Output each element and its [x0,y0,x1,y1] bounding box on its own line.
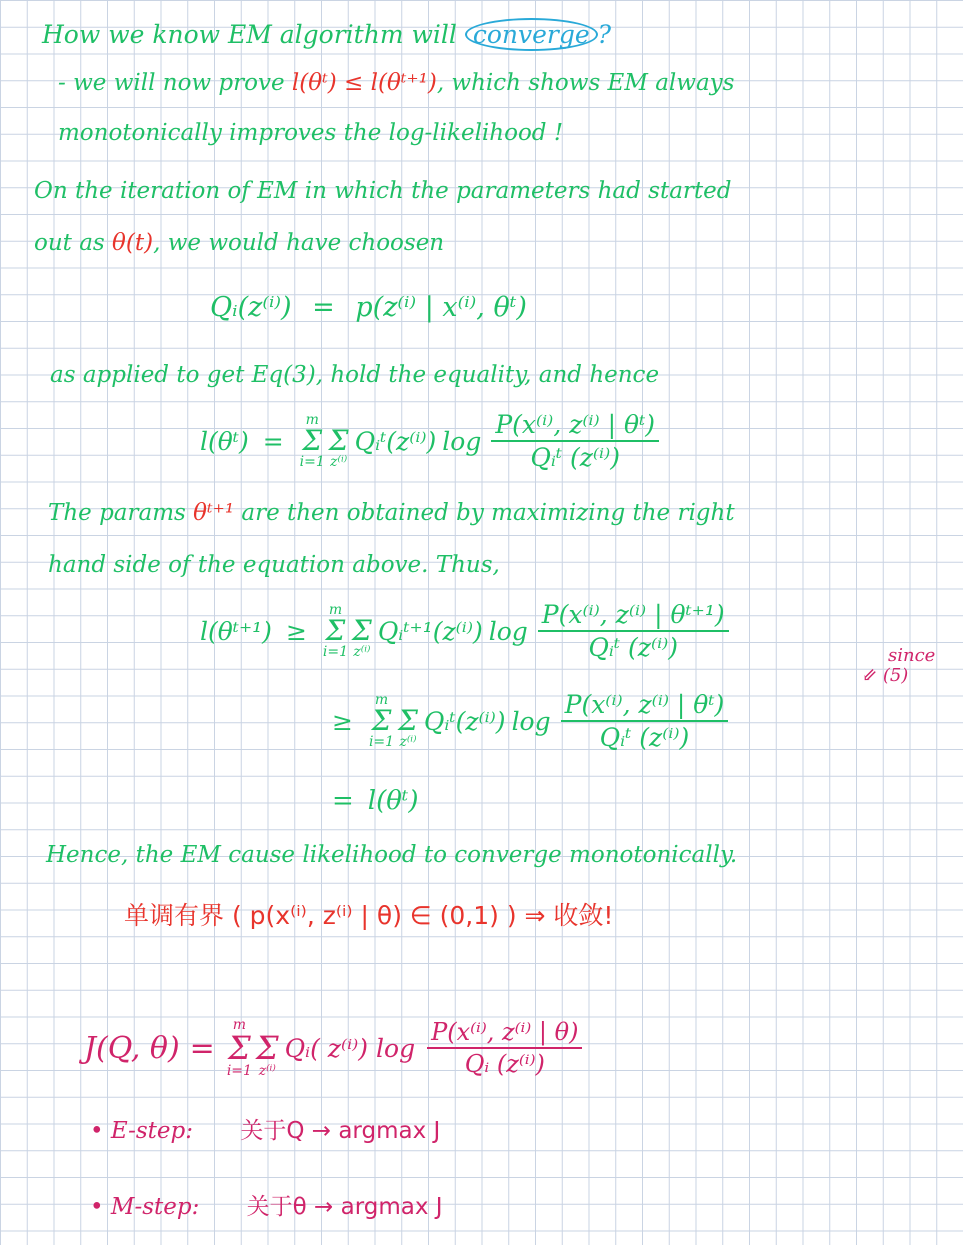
e-step-label: E-step: [110,1118,194,1144]
sum-upper: m [305,412,319,428]
sum-lower: i=1 [299,454,325,470]
chain-numerator-2: P(x⁽ⁱ⁾, z⁽ⁱ⁾ | θᵗ) [561,690,729,722]
eq-lt-q: Qᵢᵗ(z⁽ⁱ⁾) [354,426,437,456]
j-definition [84,1018,586,1078]
chain-sum-lower-2: i=1 [368,734,395,750]
since-label: since [888,645,936,666]
prove-suffix: , which shows EM always [436,70,735,96]
eq-lt-equals: = [262,426,284,456]
since-ref [862,666,935,686]
chain-row-1 [200,600,733,662]
chain-outer-sum-2 [369,693,394,749]
chain-row-2 [332,690,732,752]
chain-inner-sum-2 [398,693,418,749]
q-lhs: Qᵢ(z⁽ⁱ⁾) [210,292,292,323]
chain-sum-lower-1: i=1 [322,644,349,660]
j-denominator: Qᵢ (z⁽ⁱ⁾) [464,1050,545,1078]
eq-lt-fraction [491,410,659,472]
q-equals: = [312,292,335,323]
chain-log-2: log [511,706,551,736]
chain-denominator-1: Qᵢᵗ (z⁽ⁱ⁾) [588,633,679,662]
chain-sum-upper-2: m [374,692,389,708]
chinese-conclusion: 单调有界 ( p(x⁽ⁱ⁾, z⁽ⁱ⁾ | θ) ∈ (0,1) ) ⇒ 收敛! [124,901,614,930]
chain-outer-sum-1 [323,603,348,659]
m-step-item [90,1188,443,1221]
em-question [42,20,611,49]
inner-sum-lower: z⁽ⁱ⁾ [330,454,348,470]
j-outer-sum [227,1018,252,1078]
chain-fraction-2 [561,690,729,752]
bullet-icon: • [90,1118,111,1144]
theta-t: θ(t) [112,230,154,256]
chain-geq-1: ≥ [285,616,307,646]
j-sum-upper: m [232,1017,247,1033]
prove-prefix: - we will now prove [58,70,292,96]
since-annotation [862,646,935,686]
chain-q-1: Qᵢᵗ⁺¹(z⁽ⁱ⁾) [377,616,483,646]
j-inner-sum [256,1018,279,1078]
applied-line [50,362,659,388]
chain-inner-lower-1: z⁽ⁱ⁾ [353,644,371,660]
iteration-choosen: , we would have choosen [153,230,445,256]
m-step-rule: 关于θ → argmax J [246,1194,443,1220]
chain-rhs-3: l(θᵗ) [367,786,419,816]
conclusion-line: Hence, the EM cause likelihood to converge monotonically. [46,842,738,868]
chain-q-2: Qᵢᵗ(z⁽ⁱ⁾) [423,706,506,736]
chain-equals-3: = [332,786,354,816]
chain-sum-upper-1: m [328,602,343,618]
chain-log-1: log [488,616,528,646]
eq-lt-log: log [442,426,482,456]
chain-denominator-2: Qᵢᵗ (z⁽ⁱ⁾) [599,723,690,752]
e-step-rule: 关于Q → argmax J [240,1118,441,1144]
iteration-line-1: On the iteration of EM in which the parameters had started [34,178,732,204]
j-q: Qᵢ( z⁽ⁱ⁾) [284,1033,369,1063]
params-line-2: hand side of the equation above. Thus, [48,552,500,578]
question-mark: ? [597,20,612,49]
chain-row-3 [332,786,418,816]
j-sum-lower: i=1 [226,1063,252,1079]
chain-inner-sum-1 [352,603,372,659]
question-text: How we know EM algorithm will [42,20,465,49]
iteration-line-2 [34,230,444,256]
m-step-label: M-step: [110,1194,200,1220]
eq-lt-numerator: P(x⁽ⁱ⁾, z⁽ⁱ⁾ | θᵗ) [491,410,659,442]
prove-line [58,70,734,96]
chain-numerator-1: P(x⁽ⁱ⁾, z⁽ⁱ⁾ | θᵗ⁺¹) [538,600,729,632]
prove-inequality: l(θᵗ) ≤ l(θᵗ⁺¹) [291,70,437,96]
j-numerator: P(x⁽ⁱ⁾, z⁽ⁱ⁾ | θ) [427,1018,582,1049]
q-definition [210,292,527,323]
eq-lt-lhs: l(θᵗ) [200,426,249,456]
chain-geq-2: ≥ [332,706,353,736]
j-inner-sigma: Σ [255,1029,279,1067]
monotone-line: monotonically improves the log-likelihood ! [58,120,564,146]
j-equals: = [189,1030,215,1066]
sigma-symbol: Σ [302,424,323,457]
eq-lt-denominator: Qᵢᵗ (z⁽ⁱ⁾) [530,443,620,472]
chain-lhs: l(θᵗ⁺¹) [200,616,272,646]
e-step-item [90,1112,440,1145]
j-fraction [427,1018,582,1078]
inner-sum [329,413,349,469]
chain-sigma-2: Σ [371,704,392,737]
theta-t-plus-1: θᵗ⁺¹ [193,500,235,526]
params-line-1 [48,500,735,526]
chain-inner-sigma-2: Σ [398,704,418,737]
inner-sigma: Σ [328,424,349,457]
applied-post: hold the equality, and hence [330,362,660,388]
since-ref-number: (5) [882,664,909,686]
chain-inner-sigma-1: Σ [352,614,372,647]
j-inner-lower: z⁽ⁱ⁾ [258,1063,276,1079]
iteration-out-as: out as [34,230,113,256]
q-rhs: p(z⁽ⁱ⁾ | x⁽ⁱ⁾, θᵗ) [355,292,527,323]
circled-converge: converge [465,18,598,51]
params-pre: The params [48,500,194,526]
applied-pre: as applied to get Eq(3), [50,362,331,388]
bullet-icon: • [90,1194,111,1220]
chain-sigma-1: Σ [325,614,346,647]
chain-inner-lower-2: z⁽ⁱ⁾ [399,734,417,750]
params-post: are then obtained by maximizing the right [234,500,735,526]
j-log: log [376,1033,416,1063]
since-arrow-icon: ⇙ [862,664,883,686]
j-lhs: J(Q, θ) [84,1030,180,1066]
j-sigma: Σ [228,1029,251,1067]
outer-sum [300,413,325,469]
chain-fraction-1 [538,600,729,662]
equation-l-theta-t [200,410,663,472]
